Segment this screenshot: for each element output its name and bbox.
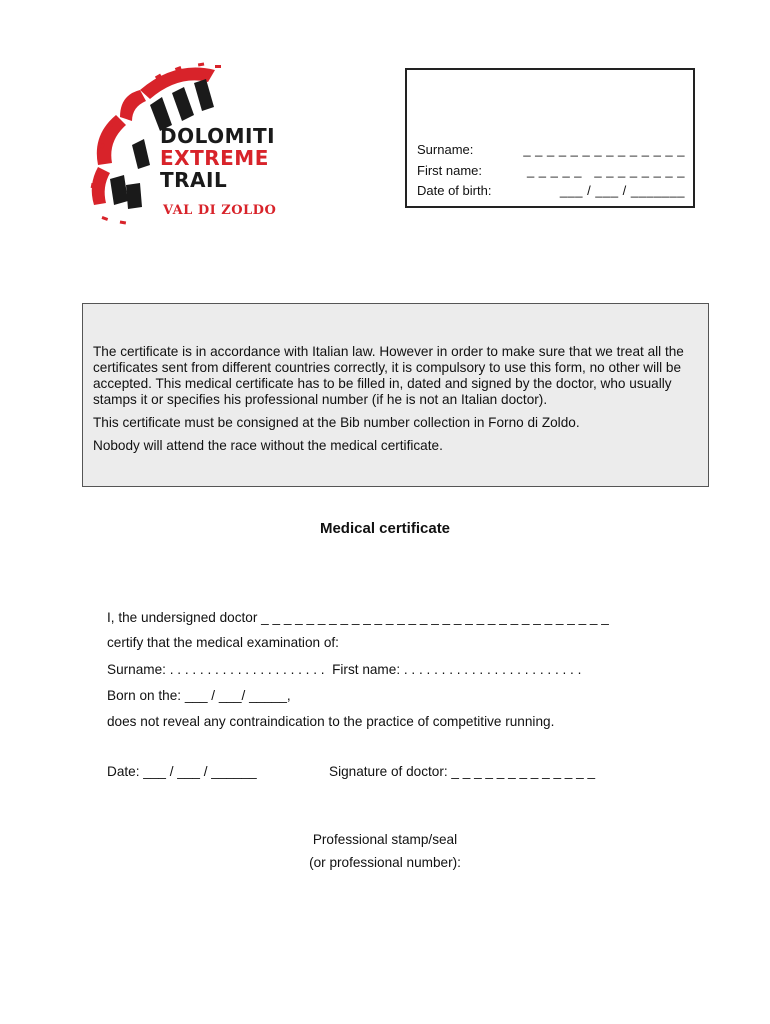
logo-line-val-di-zoldo: VAL DI ZOLDO [163, 203, 277, 218]
first-name-field[interactable]: _ _ _ _ _ _ _ _ _ _ _ _ _ [526, 163, 685, 178]
info-paragraph-consign: This certificate must be consigned at the Bib number collection in Forno di Zoldo. [93, 415, 580, 430]
certificate-title: Medical certificate [319, 520, 451, 537]
stamp-sublabel: (or professional number): [309, 855, 461, 870]
first-name-label: First name: [417, 163, 483, 178]
surname-field[interactable]: _ _ _ _ _ _ _ _ _ _ _ _ _ _ [523, 142, 685, 157]
certify-line: certify that the medical examination of: [107, 635, 339, 650]
athlete-id-box [405, 68, 695, 208]
logo-text [160, 125, 275, 191]
logo-line-dolomiti: DOLOMITI [160, 124, 276, 148]
date-line[interactable]: Date: ___ / ___ / ______ [107, 764, 257, 779]
surname-label: Surname: [417, 142, 474, 157]
born-on-line[interactable]: Born on the: ___ / ___/ _____, [107, 688, 291, 703]
logo-line-extreme: EXTREME [160, 146, 269, 170]
info-paragraph-law: The certificate is in accordance with Italian law. However in order to make sure that we treat all the certificates sent from different countries correctly, it is compulsory to use this form, no other will be accepted. This medical certificate has to be filled in, dated and signed by the doctor, who usually stamps it or specifies his professional number (if he is not an Italian doctor). [93, 344, 684, 407]
patient-names-line[interactable]: Surname: . . . . . . . . . . . . . . . . . . . . . First name: . . . . . . . . . . . . . . . . . . . . . . . . [107, 662, 582, 677]
contraindication-line: does not reveal any contraindication to the practice of competitive running. [107, 714, 555, 729]
date-of-birth-row [417, 183, 685, 198]
logo-line-trail: TRAIL [160, 168, 228, 192]
date-of-birth-field[interactable]: ___ / ___ / _______ [559, 183, 685, 198]
information-box [82, 303, 709, 487]
surname-row [417, 142, 685, 157]
doctor-name-line[interactable]: I, the undersigned doctor _ _ _ _ _ _ _ _ _ _ _ _ _ _ _ _ _ _ _ _ _ _ _ _ _ _ _ _ _ _ _ [107, 610, 609, 625]
info-paragraph-requirement: Nobody will attend the race without the medical certificate. [93, 438, 443, 453]
stamp-label: Professional stamp/seal [312, 832, 458, 847]
date-of-birth-label: Date of birth: [417, 183, 492, 198]
doctor-signature-line[interactable]: Signature of doctor: _ _ _ _ _ _ _ _ _ _ _ _ _ [329, 764, 596, 779]
first-name-row [417, 163, 685, 178]
